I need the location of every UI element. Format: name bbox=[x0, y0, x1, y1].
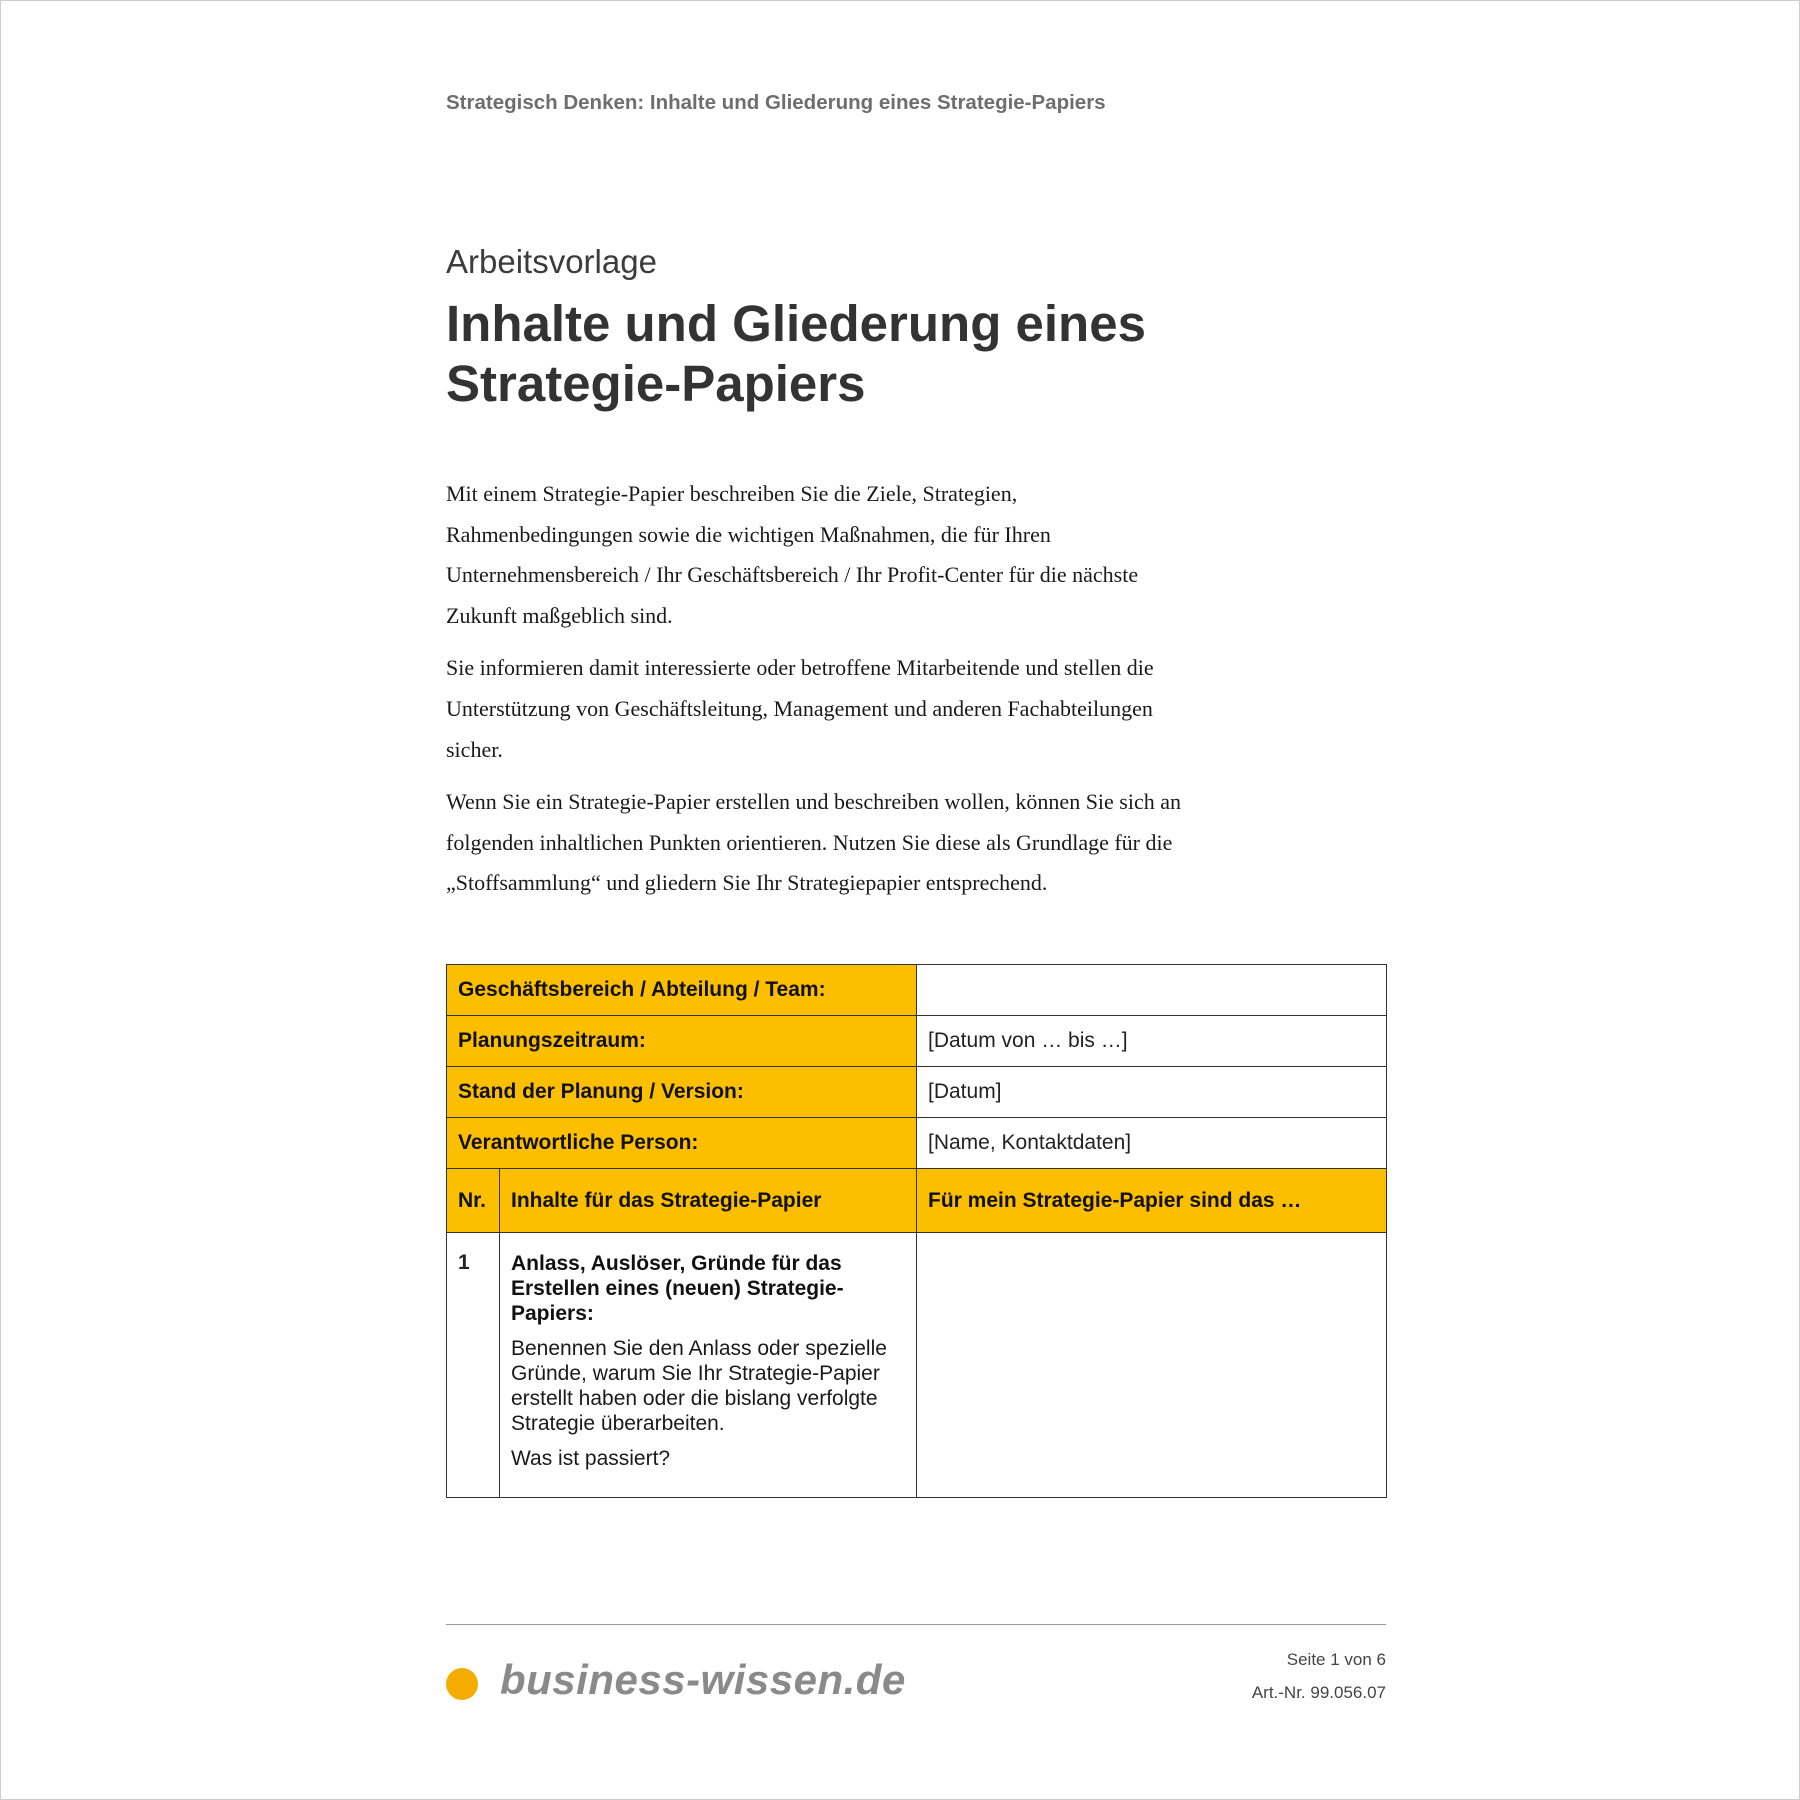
table-header-row bbox=[447, 1169, 1387, 1233]
intro-paragraph-2: Sie informieren damit interessierte oder betroffene Mitarbeitende und stellen die Unterstützung von Geschäftsleitung, Management und anderen Fachabteilungen sicher. bbox=[446, 655, 1154, 762]
document-kicker: Arbeitsvorlage bbox=[446, 243, 657, 280]
item-question: Was ist passiert? bbox=[511, 1447, 671, 1470]
item-number: 1 bbox=[447, 1233, 500, 1498]
item-description: Benennen Sie den Anlass oder spezielle Gründe, warum Sie Ihr Strategie-Papier erstellt haben oder die bislang verfolgte Strategie überarbeiten. bbox=[511, 1337, 887, 1435]
article-number: Art.-Nr. 99.056.07 bbox=[1251, 1683, 1386, 1702]
column-header-contents: Inhalte für das Strategie-Papier bbox=[500, 1169, 917, 1233]
meta-row-version bbox=[447, 1067, 1387, 1118]
item-title: Anlass, Auslöser, Gründe für das Erstellen eines (neuen) Strategie-Papiers: bbox=[511, 1252, 844, 1325]
intro-text bbox=[446, 474, 1186, 916]
meta-label-version: Stand der Planung / Version: bbox=[447, 1067, 917, 1118]
meta-label-period: Planungszeitraum: bbox=[447, 1016, 917, 1067]
item-contents bbox=[500, 1233, 917, 1498]
column-header-nr: Nr. bbox=[447, 1169, 500, 1233]
meta-row-responsible bbox=[447, 1118, 1387, 1169]
document-title-line-2: Strategie-Papiers bbox=[446, 355, 866, 412]
meta-value-period[interactable]: [Datum von … bis …] bbox=[917, 1016, 1387, 1067]
table-row bbox=[447, 1233, 1387, 1498]
logo-wordmark: business-wissen.de bbox=[500, 1656, 906, 1703]
column-header-answer: Für mein Strategie-Papier sind das … bbox=[917, 1169, 1387, 1233]
meta-value-department[interactable] bbox=[917, 965, 1387, 1016]
intro-paragraph-3: Wenn Sie ein Strategie-Papier erstellen und beschreiben wollen, können Sie sich an folgenden inhaltlichen Punkten orientieren. Nutzen Sie diese als Grundlage für die „Stoffsammlung“ und gliedern Sie Ihr Strategiepapier entsprechend. bbox=[446, 789, 1182, 896]
page-number: Seite 1 von 6 bbox=[1286, 1650, 1386, 1669]
meta-value-responsible[interactable]: [Name, Kontaktdaten] bbox=[917, 1118, 1387, 1169]
meta-label-department: Geschäftsbereich / Abteilung / Team: bbox=[447, 965, 917, 1016]
item-answer-cell[interactable] bbox=[917, 1233, 1387, 1498]
document-title bbox=[446, 294, 1346, 414]
meta-value-version[interactable]: [Datum] bbox=[917, 1067, 1387, 1118]
meta-row-period bbox=[447, 1016, 1387, 1067]
footer-divider bbox=[446, 1624, 1386, 1625]
meta-row-department bbox=[447, 965, 1387, 1016]
document-title-line-1: Inhalte und Gliederung eines bbox=[446, 295, 1146, 352]
meta-label-responsible: Verantwortliche Person: bbox=[447, 1118, 917, 1169]
logo-dot-icon bbox=[446, 1668, 478, 1700]
strategy-table bbox=[446, 964, 1387, 1498]
running-header: Strategisch Denken: Inhalte und Gliederung eines Strategie-Papiers bbox=[446, 91, 1106, 114]
intro-paragraph-1: Mit einem Strategie-Papier beschreiben Sie die Ziele, Strategien, Rahmenbedingungen sowie die wichtigen Maßnahmen, die für Ihren Unternehmensbereich / Ihr Geschäftsbereich / Ihr Profit-Center für die nächste Zukunft maßgeblich sind. bbox=[446, 481, 1139, 628]
